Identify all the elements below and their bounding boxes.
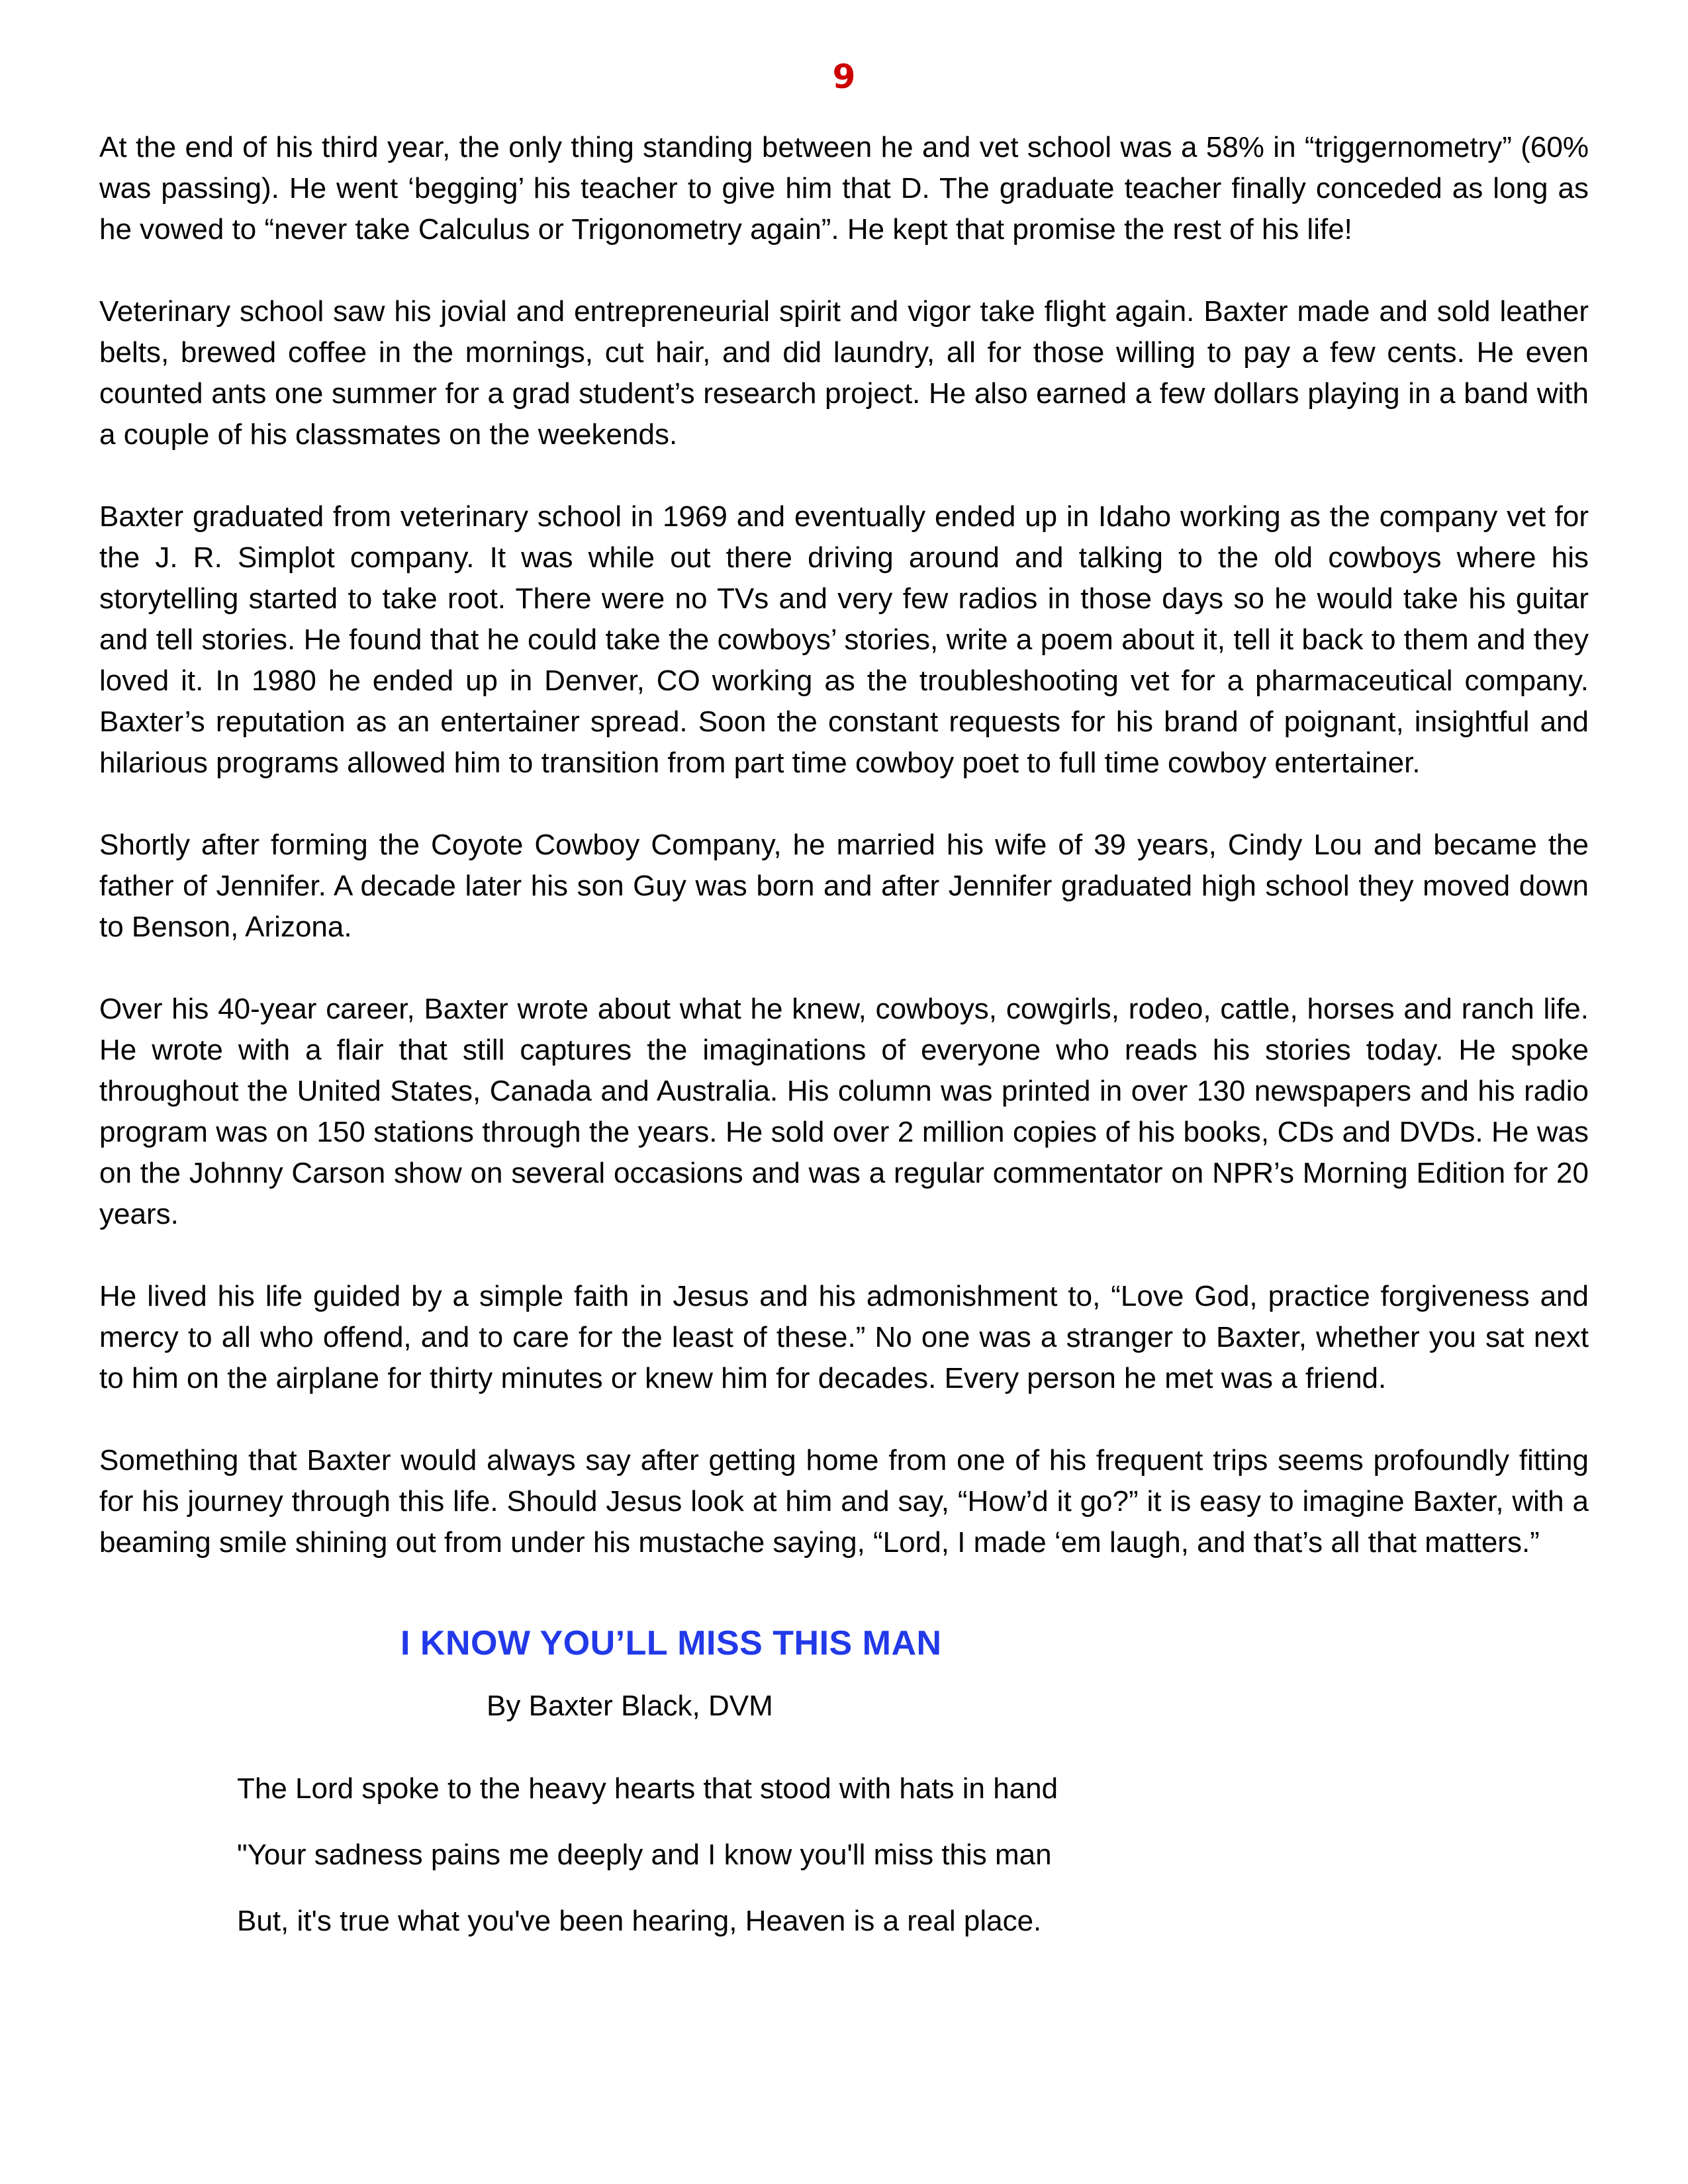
body-paragraph: Veterinary school saw his jovial and entrepreneurial spirit and vigor take flight again. Baxter made and sold leather belts, brewed coffee in the mornings, cut hair, and did laundry, all for those willing to pay a few cents. He even counted ants one summer for a grad student’s research project. He also earned a few dollars playing in a band with a couple of his classmates on the weekends. [99, 295, 1589, 451]
poem-line: The Lord spoke to the heavy hearts that stood with hats in hand [237, 1772, 1058, 1805]
poem-line: But, it's true what you've been hearing, Heaven is a real place. [237, 1905, 1042, 1937]
page-number: 9 [832, 58, 856, 96]
body-paragraph: Over his 40-year career, Baxter wrote about what he knew, cowboys, cowgirls, rodeo, cattle, horses and ranch life. He wrote with a flair that still captures the imaginations of everyone who reads his stories today. He spoke throughout the United States, Canada and Australia. His column was printed in over 130 newspapers and his radio program was on 150 stations through the years. He sold over 2 million copies of his books, CDs and DVDs. He was on the Johnny Carson show on several occasions and was a regular commentator on NPR’s Morning Edition for 20 years. [99, 993, 1589, 1230]
poem-section [99, 1623, 1589, 1942]
body-paragraph: Baxter graduated from veterinary school in 1969 and eventually ended up in Idaho working as the company vet for the J. R. Simplot company. It was while out there driving around and talking to the old cowboys where his storytelling started to take root. There were no TVs and very few radios in those days so he would take his guitar and tell stories. He found that he could take the cowboys’ stories, write a poem about it, tell it back to them and they loved it. In 1980 he ended up in Denver, CO working as the troubleshooting vet for a pharmaceutical company. Baxter’s reputation as an entertainer spread. Soon the constant requests for his brand of poignant, insightful and hilarious programs allowed him to transition from part time cowboy poet to full time cowboy entertainer. [99, 500, 1589, 779]
body-paragraph: At the end of his third year, the only thing standing between he and vet school was a 58% in “triggernometry” (60% was passing). He went ‘begging’ his teacher to give him that D. The graduate teacher finally conceded as long as he vowed to “never take Calculus or Trigonometry again”. He kept that promise the rest of his life! [99, 131, 1589, 246]
poem-line: "Your sadness pains me deeply and I know you'll miss this man [237, 1839, 1052, 1871]
body-paragraph: Shortly after forming the Coyote Cowboy Company, he married his wife of 39 years, Cindy Lou and became the father of Jennifer. A decade later his son Guy was born and after Jennifer graduated high school they moved down to Benson, Arizona. [99, 829, 1589, 943]
article-body [0, 127, 1688, 1942]
poem-title: I KNOW YOU’LL MISS THIS MAN [400, 1624, 942, 1662]
body-paragraph: He lived his life guided by a simple faith in Jesus and his admonishment to, “Love God, practice forgiveness and mercy to all who offend, and to care for the least of these.” No one was a stranger to Baxter, whether you sat next to him on the airplane for thirty minutes or knew him for decades. Every person he met was a friend. [99, 1280, 1589, 1394]
poem-byline: By Baxter Black, DVM [487, 1690, 773, 1722]
body-paragraph: Something that Baxter would always say after getting home from one of his frequent trips seems profoundly fitting for his journey through this life. Should Jesus look at him and say, “How’d it go?” it is easy to imagine Baxter, with a beaming smile shining out from under his mustache saying, “Lord, I made ‘em laugh, and that’s all that matters.” [99, 1444, 1589, 1559]
